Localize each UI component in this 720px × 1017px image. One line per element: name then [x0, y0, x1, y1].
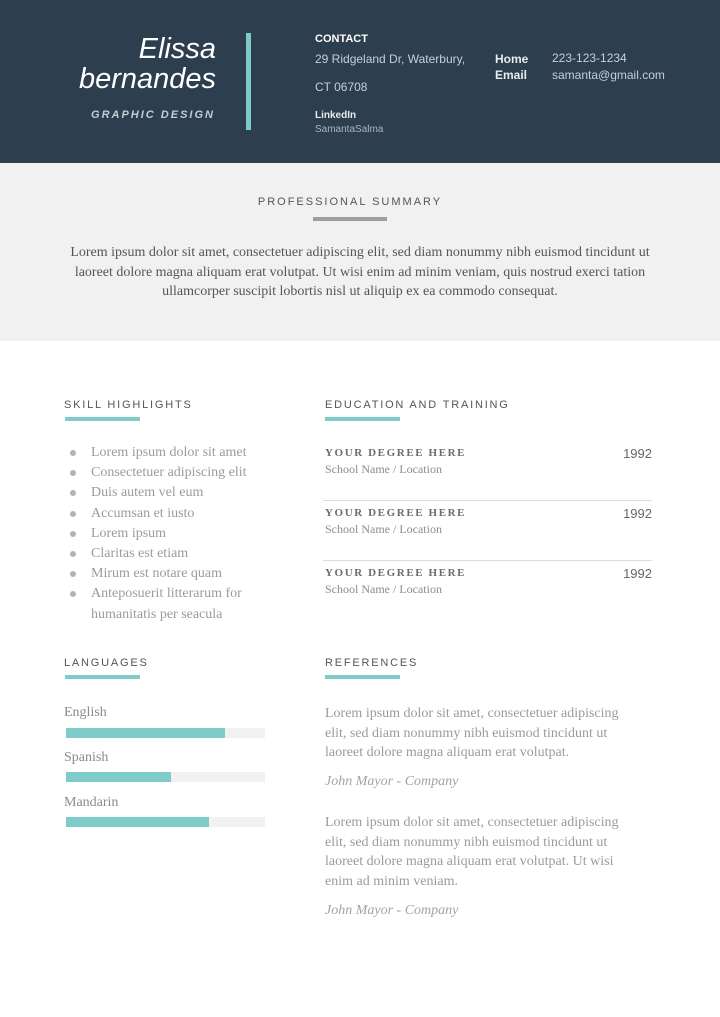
summary-heading: PROFESSIONAL SUMMARY [257, 196, 443, 208]
reference-author: John Mayor - Company [325, 903, 459, 918]
address-line-1: 29 Ridgeland Dr, Waterbury, [315, 52, 466, 66]
bullet-icon [70, 511, 76, 517]
language-name: Spanish [64, 750, 109, 765]
skill-item: Lorem ipsum [64, 524, 284, 544]
language-level-fill [66, 728, 225, 738]
bullet-icon [70, 490, 76, 496]
education-entry [323, 561, 652, 601]
skill-item: Consectetuer adipiscing elit [64, 463, 284, 483]
skills-list [64, 443, 284, 625]
degree-year: 1992 [623, 506, 652, 521]
skill-item: Accumsan et iusto [64, 504, 284, 524]
skill-item: Duis autem vel eum [64, 483, 284, 503]
linkedin-value[interactable]: SamantaSalma [315, 124, 384, 135]
language-level-fill [66, 817, 209, 827]
references-heading: REFERENCES [325, 657, 419, 669]
language-level-fill [66, 772, 171, 782]
address-line-2: CT 06708 [315, 80, 368, 94]
language-name: Mandarin [64, 795, 119, 810]
school-name: School Name / Location [325, 522, 442, 536]
skills-underline [65, 417, 140, 421]
bullet-icon [70, 531, 76, 537]
skill-item: Claritas est etiam [64, 544, 284, 564]
languages-underline [65, 675, 140, 679]
professional-summary-section [0, 163, 720, 341]
last-name: bernandes [78, 63, 216, 95]
skill-item: Mirum est notare quam [64, 564, 284, 584]
first-name: Elissa [138, 33, 216, 65]
reference-text: Lorem ipsum dolor sit amet, consectetuer adipiscing elit, sed diam nonummy nibh euismod tincidunt ut laoreet dolore magna aliquam erat volutpat. [325, 706, 619, 760]
home-phone-value: 223-123-1234 [552, 51, 627, 65]
skill-item: Anteposuerit litterarum for humanitatis per seacula [64, 584, 284, 624]
bullet-icon [70, 591, 76, 597]
degree-title: YOUR DEGREE HERE [325, 567, 467, 579]
degree-year: 1992 [623, 566, 652, 581]
education-heading: EDUCATION AND TRAINING [325, 399, 510, 411]
degree-title: YOUR DEGREE HERE [325, 507, 467, 519]
language-name: English [64, 705, 107, 720]
education-underline [325, 417, 400, 421]
language-level-bar [66, 728, 265, 738]
summary-text: Lorem ipsum dolor sit amet, consectetuer adipiscing elit, sed diam nonummy nibh euismod tincidunt ut laoreet dolore magna aliquam erat volutpat. Ut wisi enim ad minim veniam, quis nostrud exerci tation ullamcorper suscipit lobortis nisl ut aliquip ex ea commodo consequat. [70, 245, 650, 299]
summary-underline [313, 217, 387, 221]
header-banner [0, 0, 720, 163]
school-name: School Name / Location [325, 582, 442, 596]
candidate-name [16, 34, 216, 94]
education-entry [323, 501, 652, 561]
skill-item: Lorem ipsum dolor sit amet [64, 443, 284, 463]
email-value[interactable]: samanta@gmail.com [552, 68, 665, 82]
education-entry [323, 441, 652, 501]
home-phone-label: Home [495, 52, 529, 66]
contact-label: CONTACT [315, 33, 368, 45]
languages-heading: LANGUAGES [64, 657, 149, 669]
language-level-bar [66, 817, 265, 827]
email-label: Email [495, 68, 528, 82]
school-name: School Name / Location [325, 462, 442, 476]
degree-year: 1992 [623, 446, 652, 461]
header-divider [246, 33, 251, 130]
reference-author: John Mayor - Company [325, 774, 459, 789]
language-level-bar [66, 772, 265, 782]
bullet-icon [70, 551, 76, 557]
bullet-icon [70, 450, 76, 456]
references-underline [325, 675, 400, 679]
bullet-icon [70, 571, 76, 577]
linkedin-label: LinkedIn [315, 110, 357, 121]
job-title: GRAPHIC DESIGN [91, 109, 215, 121]
degree-title: YOUR DEGREE HERE [325, 447, 467, 459]
skills-heading: SKILL HIGHLIGHTS [64, 399, 193, 411]
bullet-icon [70, 470, 76, 476]
reference-text: Lorem ipsum dolor sit amet, consectetuer adipiscing elit, sed diam nonummy nibh euismod tincidunt ut laoreet dolore magna aliquam erat volutpat. Ut wisi enim ad minim veniam. [325, 815, 619, 889]
